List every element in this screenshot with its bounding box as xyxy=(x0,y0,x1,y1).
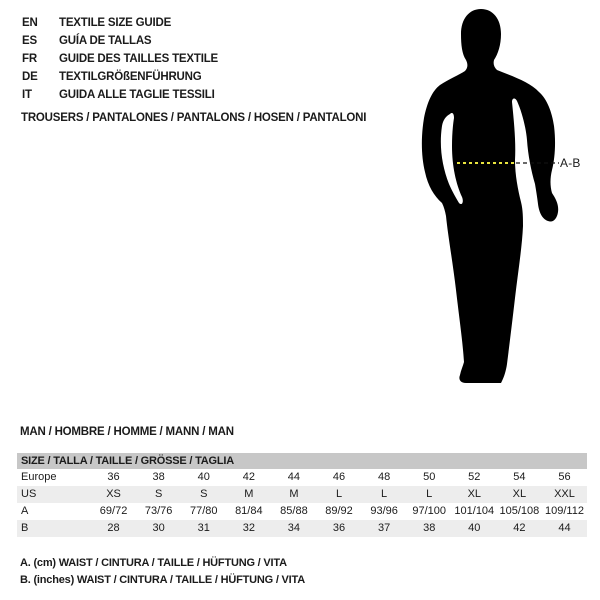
table-cell: 56 xyxy=(558,471,571,483)
language-row xyxy=(22,32,218,50)
note-waist-inches: B. (inches) WAIST / CINTURA / TAILLE / HÜFTUNG / VITA xyxy=(20,574,305,586)
row-label: B xyxy=(21,522,29,534)
table-cell: 105/108 xyxy=(499,505,540,517)
table-cell: 97/100 xyxy=(412,505,447,517)
table-cell: 85/88 xyxy=(280,505,308,517)
language-label: TEXTILE SIZE GUIDE xyxy=(59,17,172,29)
table-row xyxy=(17,469,587,486)
table-row xyxy=(17,520,587,537)
row-label: Europe xyxy=(21,471,57,483)
language-row xyxy=(22,68,218,86)
language-row xyxy=(22,14,218,32)
table-cell: 36 xyxy=(107,471,120,483)
table-cell: XXL xyxy=(554,488,575,500)
table-cell: XS xyxy=(106,488,121,500)
table-cell: 44 xyxy=(558,522,571,534)
note-waist-cm: A. (cm) WAIST / CINTURA / TAILLE / HÜFTUNG / VITA xyxy=(20,557,287,569)
table-cell: 109/112 xyxy=(545,505,584,517)
table-cell: 89/92 xyxy=(325,505,353,517)
table-cell: S xyxy=(200,488,208,500)
measurement-notes xyxy=(20,555,305,589)
language-row xyxy=(22,50,218,68)
size-table-header: SIZE / TALLA / TAILLE / GRÖSSE / TAGLIA xyxy=(17,453,587,469)
table-cell: 28 xyxy=(107,522,120,534)
language-code: DE xyxy=(22,71,38,83)
table-cell: 44 xyxy=(287,471,301,483)
man-silhouette-figure xyxy=(400,0,600,400)
table-cell: 54 xyxy=(513,471,526,483)
table-cell: L xyxy=(381,488,388,500)
man-silhouette-svg xyxy=(400,0,600,400)
table-cell: 32 xyxy=(242,522,255,534)
table-cell: 52 xyxy=(468,471,481,483)
table-cell: 42 xyxy=(513,522,526,534)
table-cell: 36 xyxy=(332,522,346,534)
table-cell: L xyxy=(426,488,433,500)
table-cell: 101/104 xyxy=(454,505,495,517)
row-label: US xyxy=(21,488,37,500)
language-label: TEXTILGRÖßENFÜHRUNG xyxy=(59,71,202,83)
table-cell: 93/96 xyxy=(370,505,398,517)
table-cell: 50 xyxy=(423,471,436,483)
table-cell: 77/80 xyxy=(189,505,218,517)
size-table-body xyxy=(17,469,587,537)
language-list xyxy=(22,14,218,104)
table-cell: 30 xyxy=(152,522,165,534)
table-cell: 40 xyxy=(468,522,481,534)
garment-heading: TROUSERS / PANTALONES / PANTALONS / HOSEN / PANTALONI xyxy=(21,112,367,124)
table-cell: M xyxy=(289,488,299,500)
table-cell: 73/76 xyxy=(144,505,173,517)
language-code: FR xyxy=(22,53,37,65)
waist-measure-label: A-B xyxy=(560,156,581,170)
table-cell: 40 xyxy=(197,471,210,483)
table-row xyxy=(17,503,587,520)
table-cell: 37 xyxy=(377,522,391,534)
table-cell: XL xyxy=(467,488,482,500)
language-label: GUIDA ALLE TAGLIE TESSILI xyxy=(59,89,215,101)
size-table xyxy=(17,453,587,537)
language-label: GUÍA DE TALLAS xyxy=(59,35,152,47)
table-cell: 48 xyxy=(377,471,391,483)
table-cell: 34 xyxy=(287,522,301,534)
table-cell: S xyxy=(154,488,163,500)
section-heading-man: MAN / HOMBRE / HOMME / MANN / MAN xyxy=(20,426,234,438)
table-cell: 69/72 xyxy=(99,505,128,517)
language-code: ES xyxy=(22,35,37,47)
man-silhouette-shape xyxy=(422,9,558,383)
table-cell: L xyxy=(335,488,343,500)
row-label: A xyxy=(21,505,29,517)
table-cell: 38 xyxy=(423,522,436,534)
language-code: EN xyxy=(22,17,38,29)
table-cell: 81/84 xyxy=(235,505,263,517)
table-cell: 46 xyxy=(332,471,346,483)
language-code: IT xyxy=(22,89,32,101)
table-cell: M xyxy=(244,488,254,500)
table-cell: 38 xyxy=(152,471,165,483)
table-row xyxy=(17,486,587,503)
language-row xyxy=(22,86,218,104)
table-cell: 42 xyxy=(242,471,255,483)
language-label: GUIDE DES TAILLES TEXTILE xyxy=(59,53,218,65)
table-cell: 31 xyxy=(197,522,210,534)
table-cell: XL xyxy=(512,488,527,500)
